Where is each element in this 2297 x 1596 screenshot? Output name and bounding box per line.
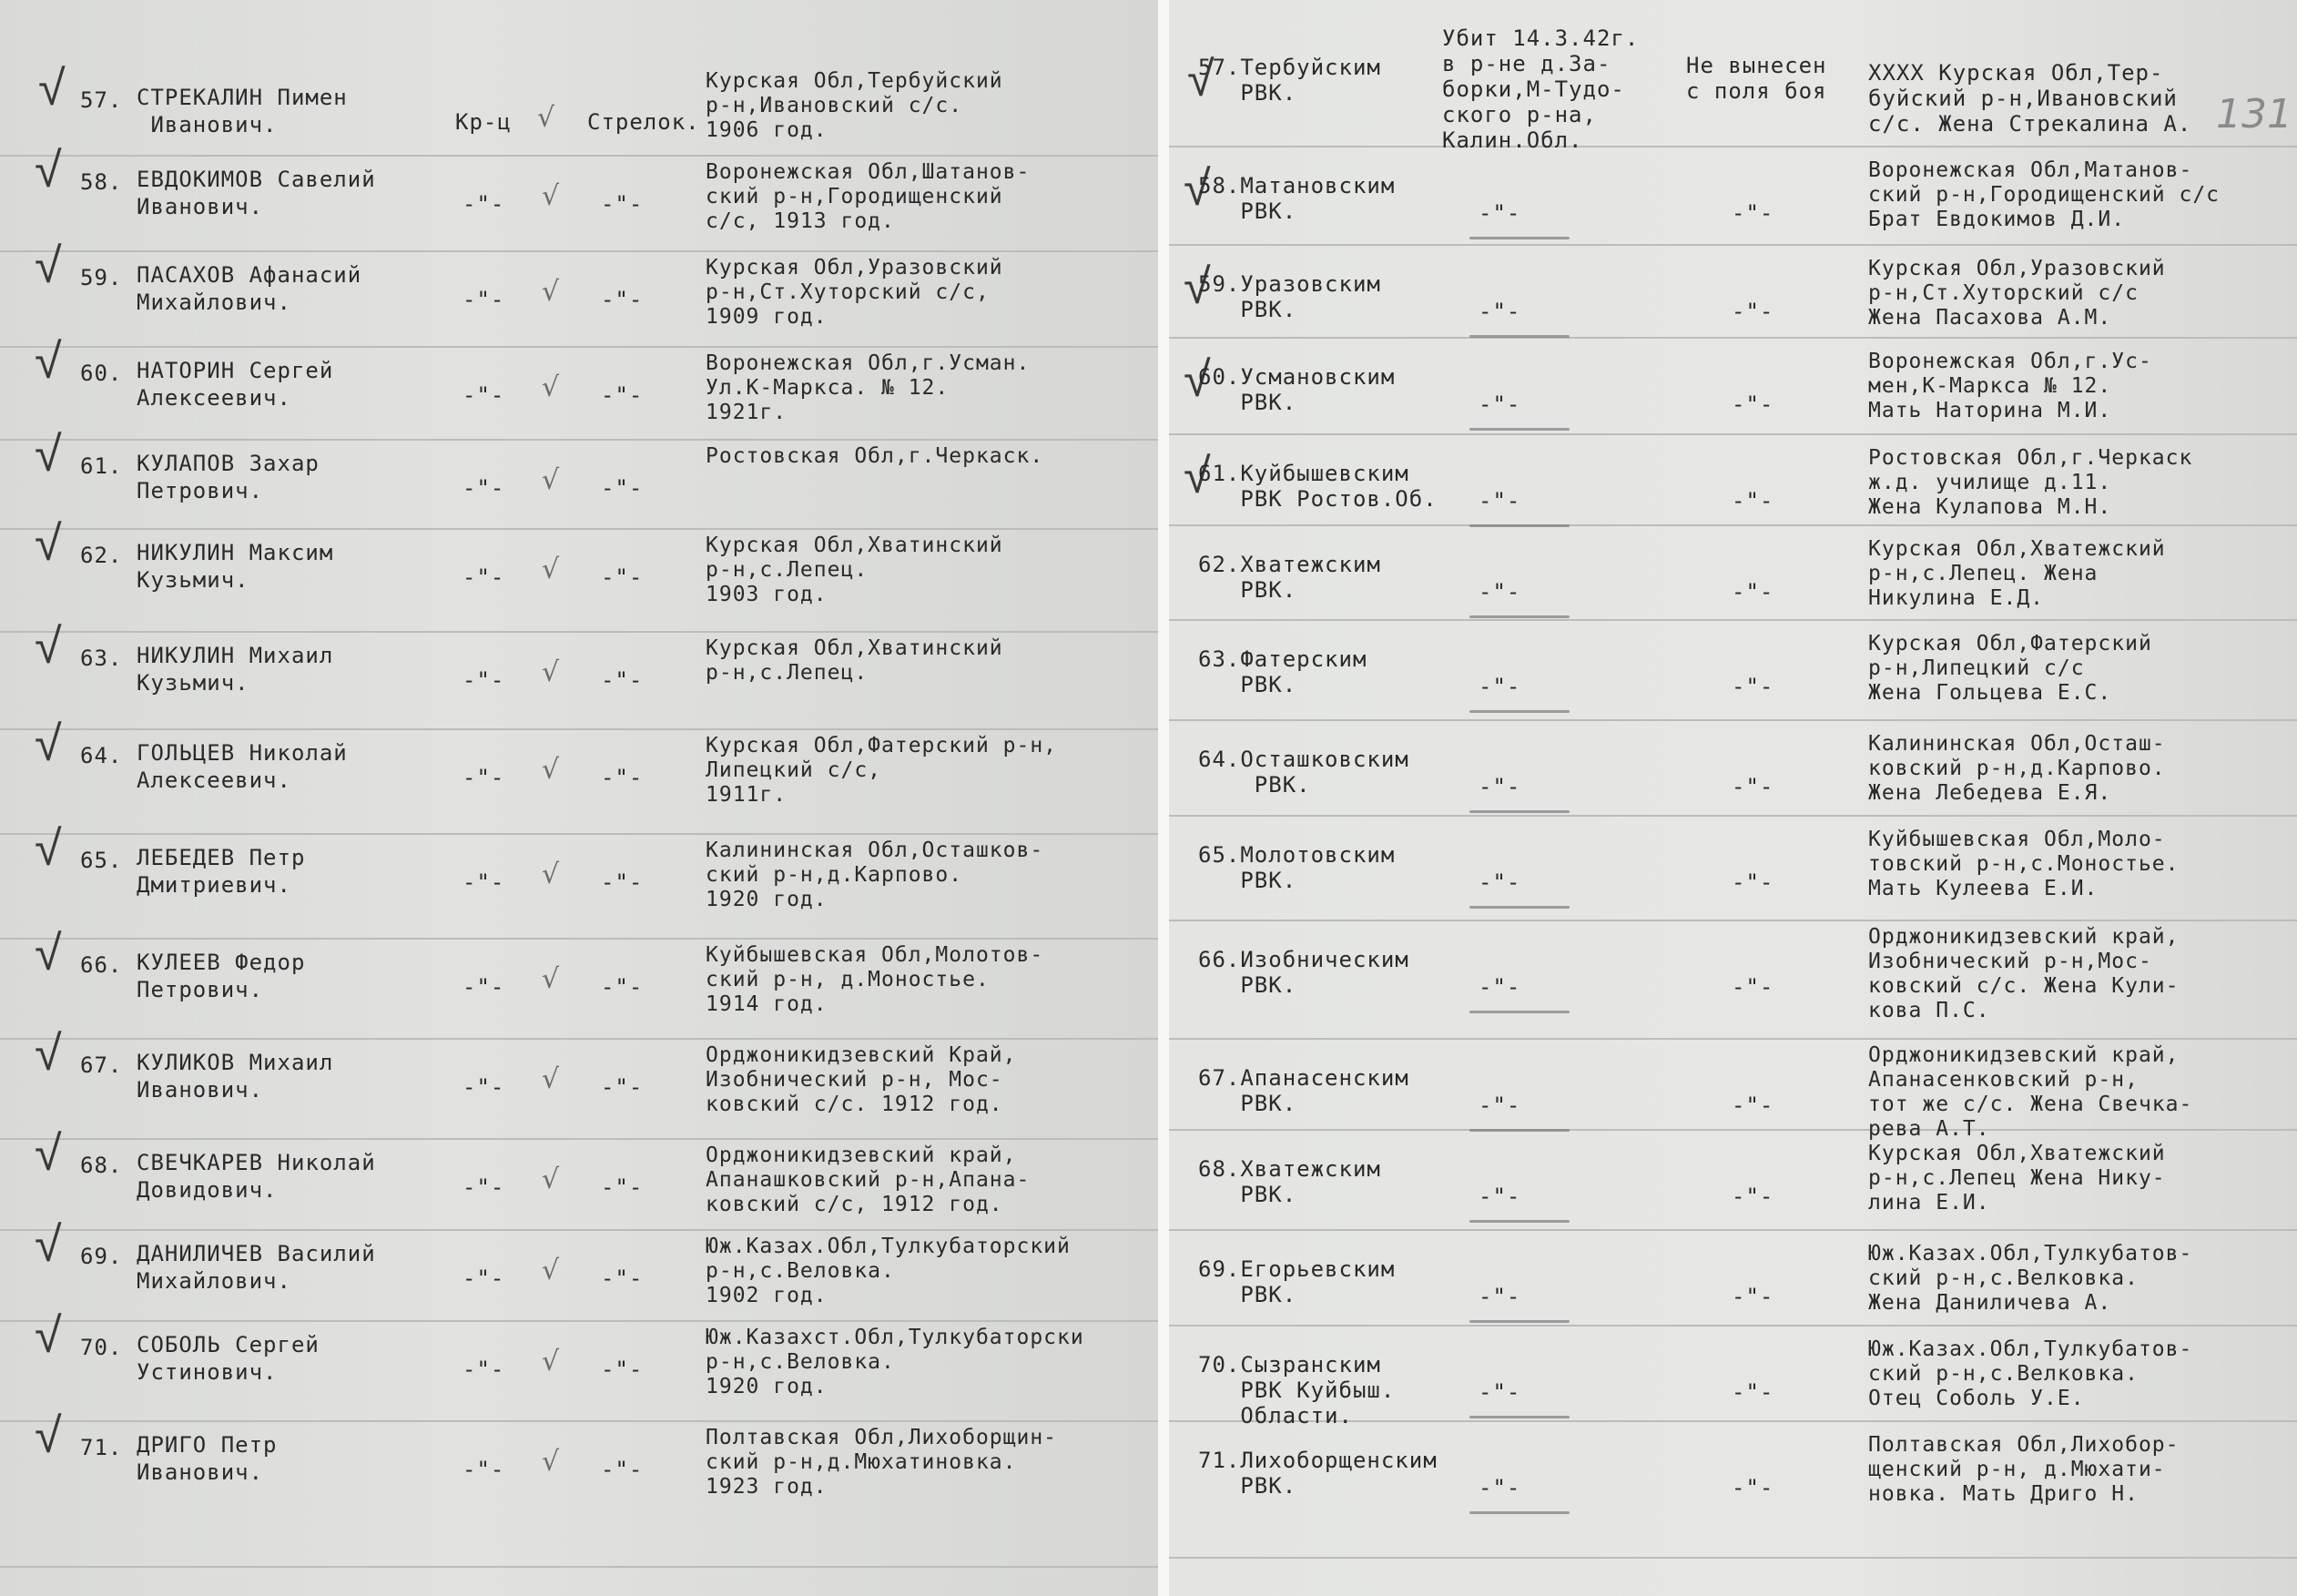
ditto-fate: -"- bbox=[1479, 391, 1521, 417]
ditto-note: -"- bbox=[1732, 1379, 1774, 1405]
birth-address: Орджоникидзевский край, Апанашковский р-н,Апана- ковский с/с, 1912 год. bbox=[706, 1144, 1031, 1216]
tick-icon: √ bbox=[542, 371, 560, 403]
ink-scribble bbox=[1469, 237, 1570, 239]
ditto-position: -"- bbox=[601, 667, 644, 693]
ink-scribble bbox=[1469, 906, 1570, 909]
relative-contact: Курская Обл,Хватежский р-н,с.Лепец Жена Нику- лина Е.И. bbox=[1868, 1142, 2166, 1215]
check-mark-icon: √ bbox=[1187, 50, 1215, 107]
record-row bbox=[0, 36, 1158, 157]
record-number: 66. bbox=[80, 952, 123, 978]
ink-scribble bbox=[1469, 428, 1570, 431]
enlistment-office: 68.Хватежским РВК. bbox=[1198, 1156, 1381, 1207]
record-number: 65. bbox=[80, 848, 123, 873]
record-number: 68. bbox=[80, 1153, 123, 1178]
check-mark-icon: √ bbox=[1184, 159, 1211, 217]
rank-value: Кр-ц bbox=[455, 109, 512, 135]
soldier-name: НИКУЛИН Михаил Кузьмич. bbox=[137, 643, 334, 696]
ditto-fate: -"- bbox=[1479, 200, 1521, 226]
ditto-position: -"- bbox=[601, 974, 644, 1000]
ink-scribble bbox=[1469, 710, 1570, 713]
enlistment-office: 65.Молотовским РВК. bbox=[1198, 842, 1396, 893]
soldier-name: ДРИГО Петр Иванович. bbox=[137, 1432, 278, 1485]
birth-address: Полтавская Обл,Лихоборщин- ский р-н,д.Мюхатиновка. 1923 год. bbox=[706, 1426, 1058, 1499]
enlistment-office: 60.Усмановским РВК. bbox=[1198, 364, 1396, 415]
record-number: 63. bbox=[80, 646, 123, 671]
ditto-rank: -"- bbox=[462, 191, 505, 217]
record-row bbox=[1169, 337, 2297, 435]
tick-icon: √ bbox=[542, 1446, 560, 1478]
record-row bbox=[0, 819, 1158, 940]
ditto-fate: -"- bbox=[1479, 1284, 1521, 1309]
birth-address: Курская Обл,Фатерский р-н, Липецкий с/с, 1911г. bbox=[706, 734, 1058, 807]
record-row bbox=[1169, 815, 2297, 921]
ditto-fate: -"- bbox=[1479, 974, 1521, 1000]
record-number: 57. bbox=[80, 87, 123, 113]
soldier-name: СОБОЛЬ Сергей Устинович. bbox=[137, 1332, 320, 1385]
ditto-rank: -"- bbox=[462, 287, 505, 312]
record-row bbox=[1169, 146, 2297, 246]
relative-contact: Юж.Казах.Обл,Тулкубатов- ский р-н,с.Велковка. Жена Даниличева А. bbox=[1868, 1242, 2193, 1315]
check-mark-icon: √ bbox=[38, 59, 66, 117]
check-mark-icon: √ bbox=[35, 141, 62, 198]
check-mark-icon: √ bbox=[35, 332, 62, 390]
position-value: Стрелок. bbox=[587, 109, 700, 135]
ditto-position: -"- bbox=[601, 191, 644, 217]
soldier-name: КУЛЕЕВ Федор Петрович. bbox=[137, 950, 306, 1002]
relative-contact: Курская Обл,Хватежский р-н,с.Лепец. Жена Никулина Е.Д. bbox=[1868, 537, 2166, 610]
soldier-name: НИКУЛИН Максим Кузьмич. bbox=[137, 540, 334, 593]
birth-address: Курская Обл,Хватинский р-н,с.Лепец. 1903 год. bbox=[706, 534, 1003, 606]
ink-scribble bbox=[1469, 1511, 1570, 1514]
tick-icon: √ bbox=[542, 1164, 560, 1195]
tick-icon: √ bbox=[542, 1063, 560, 1095]
ditto-rank: -"- bbox=[462, 974, 505, 1000]
enlistment-office: 69.Егорьевским РВК. bbox=[1198, 1256, 1396, 1307]
ditto-position: -"- bbox=[601, 475, 644, 501]
record-number: 67. bbox=[80, 1052, 123, 1078]
ditto-fate: -"- bbox=[1479, 674, 1521, 699]
record-row bbox=[1169, 1325, 2297, 1428]
record-row bbox=[1169, 719, 2297, 817]
ditto-position: -"- bbox=[601, 1074, 644, 1100]
soldier-name: ДАНИЛИЧЕВ Василий Михайлович. bbox=[137, 1241, 376, 1294]
record-row bbox=[1169, 524, 2297, 621]
tick-icon: √ bbox=[542, 276, 560, 308]
soldier-name: СТРЕКАЛИН Пимен Иванович. bbox=[137, 85, 348, 137]
ditto-note: -"- bbox=[1732, 1093, 1774, 1118]
ditto-rank: -"- bbox=[462, 382, 505, 408]
record-row bbox=[0, 237, 1158, 348]
birth-address: Курская Обл,Уразовский р-н,Ст.Хуторский с/с, 1909 год. bbox=[706, 256, 1003, 329]
enlistment-office: 57.Тербуйским РВК. bbox=[1198, 55, 1381, 106]
check-mark-icon: √ bbox=[1184, 447, 1211, 504]
record-number: 62. bbox=[80, 543, 123, 568]
ditto-rank: -"- bbox=[462, 1457, 505, 1482]
record-row bbox=[0, 924, 1158, 1040]
relative-contact: Юж.Казах.Обл,Тулкубатов- ский р-н,с.Велковка. Отец Соболь У.Е. bbox=[1868, 1337, 2193, 1410]
burial-note: Не вынесен с поля боя bbox=[1686, 53, 1827, 104]
ditto-rank: -"- bbox=[462, 765, 505, 790]
record-number: 58. bbox=[80, 169, 123, 195]
page-gutter bbox=[1158, 0, 1169, 1596]
record-row bbox=[0, 715, 1158, 835]
enlistment-office: 71.Лихоборщенским РВК. bbox=[1198, 1448, 1438, 1499]
soldier-name: СВЕЧКАРЕВ Николай Довидович. bbox=[137, 1150, 376, 1203]
ditto-position: -"- bbox=[601, 869, 644, 895]
tick-icon: √ bbox=[542, 180, 560, 212]
enlistment-office: 66.Изобническим РВК. bbox=[1198, 947, 1409, 998]
check-mark-icon: √ bbox=[35, 1215, 62, 1273]
birth-address: Куйбышевская Обл,Молотов- ский р-н, д.Моностье. 1914 год. bbox=[706, 943, 1044, 1016]
ditto-position: -"- bbox=[601, 287, 644, 312]
ditto-fate: -"- bbox=[1479, 488, 1521, 513]
ditto-position: -"- bbox=[601, 765, 644, 790]
ditto-note: -"- bbox=[1732, 488, 1774, 513]
record-number: 70. bbox=[80, 1335, 123, 1360]
ditto-note: -"- bbox=[1732, 774, 1774, 799]
ditto-position: -"- bbox=[601, 1266, 644, 1291]
check-mark-icon: √ bbox=[35, 237, 62, 294]
ditto-fate: -"- bbox=[1479, 1475, 1521, 1500]
ink-scribble bbox=[1469, 810, 1570, 813]
record-number: 71. bbox=[80, 1435, 123, 1460]
soldier-name: КУЛИКОВ Михаил Иванович. bbox=[137, 1050, 334, 1103]
birth-address: Калининская Обл,Осташков- ский р-н,д.Карпово. 1920 год. bbox=[706, 839, 1044, 911]
ditto-fate: -"- bbox=[1479, 869, 1521, 895]
ink-scribble bbox=[1469, 1220, 1570, 1223]
relative-contact: Орджоникидзевский край, Изобнический р-н,Мос- ковский с/с. Жена Кули- кова П.С. bbox=[1868, 925, 2180, 1022]
enlistment-office: 61.Куйбышевским РВК Ростов.Об. bbox=[1198, 461, 1438, 512]
enlistment-office: 64.Осташковским РВК. bbox=[1198, 747, 1409, 798]
check-mark-icon: √ bbox=[35, 819, 62, 877]
record-row bbox=[0, 1124, 1158, 1231]
ditto-note: -"- bbox=[1732, 869, 1774, 895]
tick-icon: √ bbox=[542, 754, 560, 786]
enlistment-office: 67.Апанасенским РВК. bbox=[1198, 1065, 1409, 1116]
check-mark-icon: √ bbox=[35, 1306, 62, 1364]
record-row bbox=[0, 1407, 1158, 1568]
birth-address: Ростовская Обл,г.Черкаск. bbox=[706, 444, 1044, 468]
ditto-rank: -"- bbox=[462, 869, 505, 895]
check-mark-icon: √ bbox=[35, 1407, 62, 1464]
check-mark-icon: √ bbox=[35, 715, 62, 772]
soldier-name: ГОЛЬЦЕВ Николай Алексеевич. bbox=[137, 740, 348, 793]
birth-address: Курская Обл,Хватинский р-н,с.Лепец. bbox=[706, 636, 1003, 685]
record-row bbox=[1169, 1038, 2297, 1141]
relative-contact: Воронежская Обл,г.Ус- мен,К-Маркса № 12. Мать Наторина М.И. bbox=[1868, 350, 2152, 422]
enlistment-office: 59.Уразовским РВК. bbox=[1198, 271, 1381, 322]
check-mark-icon: √ bbox=[35, 1024, 62, 1082]
tick-icon: √ bbox=[537, 102, 555, 134]
record-row bbox=[0, 514, 1158, 633]
record-number: 59. bbox=[80, 265, 123, 290]
check-mark-icon: √ bbox=[1184, 351, 1211, 408]
birth-address: Курская Обл,Тербуйский р-н,Ивановский с/с. 1906 год. bbox=[706, 69, 1003, 142]
record-row bbox=[0, 425, 1158, 530]
ditto-note: -"- bbox=[1732, 1184, 1774, 1209]
ditto-rank: -"- bbox=[462, 1174, 505, 1200]
soldier-name: КУЛАПОВ Захар Петрович. bbox=[137, 451, 320, 503]
relative-contact: Ростовская Обл,г.Черкаск ж.д. училище д.11. Жена Кулапова М.Н. bbox=[1868, 446, 2193, 519]
ditto-position: -"- bbox=[601, 1357, 644, 1382]
check-mark-icon: √ bbox=[35, 1124, 62, 1182]
relative-contact: Орджоникидзевский край, Апанасенковский р-н, тот же с/с. Жена Свечка- рева А.Т. bbox=[1868, 1043, 2193, 1141]
soldier-name: НАТОРИН Сергей Алексеевич. bbox=[137, 358, 334, 411]
birth-address: Воронежская Обл,г.Усман. Ул.К-Маркса. № 12. 1921г. bbox=[706, 351, 1031, 424]
ditto-position: -"- bbox=[601, 1174, 644, 1200]
ditto-position: -"- bbox=[601, 564, 644, 590]
relative-contact: Калининская Обл,Осташ- ковский р-н,д.Карпово. Жена Лебедева Е.Я. bbox=[1868, 732, 2166, 805]
ditto-fate: -"- bbox=[1479, 1184, 1521, 1209]
check-mark-icon: √ bbox=[35, 617, 62, 675]
tick-icon: √ bbox=[542, 464, 560, 496]
birth-address: Воронежская Обл,Шатанов- ский р-н,Городищенский с/с, 1913 год. bbox=[706, 160, 1031, 233]
ink-scribble bbox=[1469, 1416, 1570, 1418]
record-row bbox=[1169, 433, 2297, 526]
ditto-rank: -"- bbox=[462, 1266, 505, 1291]
relative-contact: Полтавская Обл,Лихобор- щенский р-н, д.Мюхати- новка. Мать Дриго Н. bbox=[1868, 1433, 2180, 1506]
ditto-fate: -"- bbox=[1479, 579, 1521, 605]
ditto-note: -"- bbox=[1732, 1475, 1774, 1500]
ditto-fate: -"- bbox=[1479, 299, 1521, 324]
record-row bbox=[1169, 619, 2297, 721]
enlistment-office: 70.Сызранским РВК Куйбыш. Области. bbox=[1198, 1352, 1396, 1428]
record-number: 61. bbox=[80, 453, 123, 479]
tick-icon: √ bbox=[542, 1255, 560, 1286]
check-mark-icon: √ bbox=[1184, 258, 1211, 315]
fate-description: Убит 14.3.42г. в р-не д.За- борки,М-Тудо- ского р-на, Калин.Обл. bbox=[1442, 25, 1640, 153]
soldier-name: ЕВДОКИМОВ Савелий Иванович. bbox=[137, 167, 376, 219]
record-row bbox=[1169, 1229, 2297, 1327]
tick-icon: √ bbox=[542, 554, 560, 585]
check-mark-icon: √ bbox=[35, 514, 62, 572]
ink-scribble bbox=[1469, 615, 1570, 618]
ditto-rank: -"- bbox=[462, 564, 505, 590]
ditto-fate: -"- bbox=[1479, 1379, 1521, 1405]
ditto-fate: -"- bbox=[1479, 774, 1521, 799]
soldier-name: ПАСАХОВ Афанасий Михайлович. bbox=[137, 262, 362, 315]
ditto-rank: -"- bbox=[462, 1357, 505, 1382]
ditto-note: -"- bbox=[1732, 579, 1774, 605]
record-row bbox=[0, 1215, 1158, 1322]
tick-icon: √ bbox=[542, 963, 560, 995]
ditto-note: -"- bbox=[1732, 674, 1774, 699]
record-row bbox=[1169, 244, 2297, 339]
relative-contact: ХХХХ Курская Обл,Тер- буйский р-н,Ивановский с/с. Жена Стрекалина А. bbox=[1868, 60, 2192, 137]
record-row-header bbox=[1169, 18, 2297, 153]
birth-address: Орджоникидзевский Край, Изобнический р-н, Мос- ковский с/с. 1912 год. bbox=[706, 1043, 1017, 1116]
ditto-position: -"- bbox=[601, 382, 644, 408]
page-number-stamp: 131 bbox=[2216, 91, 2292, 137]
record-number: 69. bbox=[80, 1244, 123, 1269]
relative-contact: Курская Обл,Уразовский р-н,Ст.Хуторский с/с Жена Пасахова А.М. bbox=[1868, 257, 2166, 330]
record-row bbox=[0, 617, 1158, 730]
record-row bbox=[0, 332, 1158, 441]
record-row bbox=[0, 1306, 1158, 1422]
record-row bbox=[1169, 920, 2297, 1040]
birth-address: Юж.Казах.Обл,Тулкубаторский р-н,с.Веловка. 1902 год. bbox=[706, 1235, 1071, 1307]
relative-contact: Курская Обл,Фатерский р-н,Липецкий с/с Жена Гольцева Е.С. bbox=[1868, 632, 2152, 705]
record-row bbox=[1169, 1129, 2297, 1231]
enlistment-office: 58.Матановским РВК. bbox=[1198, 173, 1396, 224]
birth-address: Юж.Казахст.Обл,Тулкубаторски р-н,с.Веловка. 1920 год. bbox=[706, 1326, 1084, 1398]
record-number: 60. bbox=[80, 361, 123, 386]
record-row bbox=[1169, 1420, 2297, 1559]
right-page bbox=[1169, 0, 2297, 1596]
record-number: 64. bbox=[80, 743, 123, 768]
check-mark-icon: √ bbox=[35, 425, 62, 483]
record-row bbox=[0, 1024, 1158, 1140]
ditto-position: -"- bbox=[601, 1457, 644, 1482]
enlistment-office: 63.Фатерским РВК. bbox=[1198, 646, 1367, 697]
ditto-note: -"- bbox=[1732, 200, 1774, 226]
ditto-note: -"- bbox=[1732, 391, 1774, 417]
ditto-rank: -"- bbox=[462, 667, 505, 693]
ditto-rank: -"- bbox=[462, 1074, 505, 1100]
relative-contact: Воронежская Обл,Матанов- ский р-н,Городищенский с/с Брат Евдокимов Д.И. bbox=[1868, 158, 2221, 231]
relative-contact: Куйбышевская Обл,Моло- товский р-н,с.Моностье. Мать Кулеева Е.И. bbox=[1868, 828, 2180, 900]
tick-icon: √ bbox=[542, 656, 560, 688]
ditto-rank: -"- bbox=[462, 475, 505, 501]
ink-scribble bbox=[1469, 1011, 1570, 1013]
soldier-name: ЛЕБЕДЕВ Петр Дмитриевич. bbox=[137, 845, 306, 898]
tick-icon: √ bbox=[542, 1346, 560, 1377]
tick-icon: √ bbox=[542, 859, 560, 890]
enlistment-office: 62.Хватежским РВК. bbox=[1198, 552, 1381, 603]
ink-scribble bbox=[1469, 1320, 1570, 1323]
ditto-note: -"- bbox=[1732, 299, 1774, 324]
ditto-fate: -"- bbox=[1479, 1093, 1521, 1118]
ditto-note: -"- bbox=[1732, 1284, 1774, 1309]
check-mark-icon: √ bbox=[35, 924, 62, 981]
ditto-note: -"- bbox=[1732, 974, 1774, 1000]
record-row bbox=[0, 141, 1158, 252]
